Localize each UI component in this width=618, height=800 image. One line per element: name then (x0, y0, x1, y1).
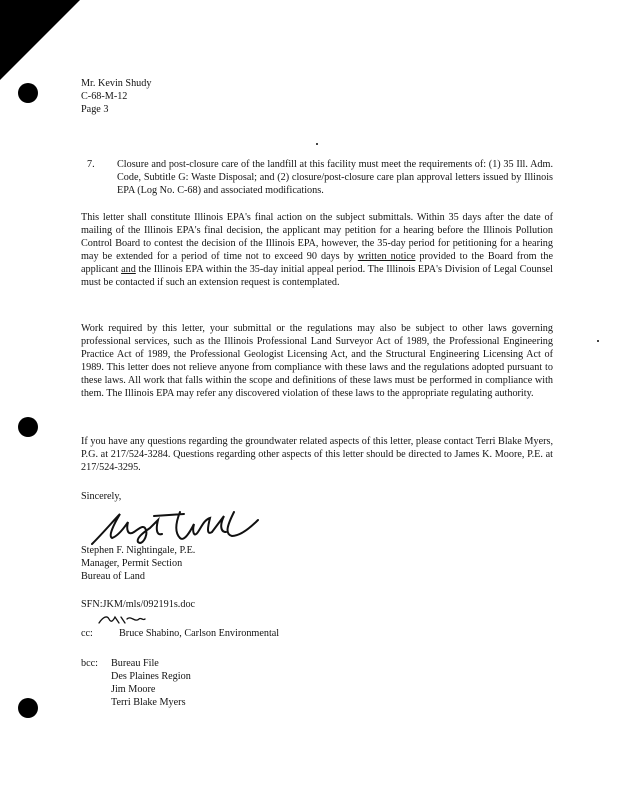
and-underlined: and (121, 263, 136, 275)
recipient-name: Mr. Kevin Shudy (81, 78, 152, 89)
punch-hole-bottom (18, 698, 38, 718)
handwritten-initials (97, 613, 147, 627)
final-action-paragraph (81, 212, 553, 289)
bcc-item: Des Plaines Region (111, 671, 191, 682)
item-number: 7. (87, 159, 95, 170)
scan-speck (316, 143, 318, 145)
bcc-item: Bureau File (111, 658, 159, 669)
cc-recipient: Bruce Shabino, Carlson Environmental (119, 628, 280, 639)
signer-bureau: Bureau of Land (81, 571, 145, 582)
closing-salutation: Sincerely, (81, 491, 122, 502)
condition-item-7 (87, 159, 553, 198)
bcc-label: bcc: (81, 658, 98, 669)
folded-corner-mark (0, 0, 80, 80)
scan-speck (597, 340, 599, 342)
bcc-item: Terri Blake Myers (111, 697, 186, 708)
punch-hole-top (18, 83, 38, 103)
punch-hole-middle (18, 417, 38, 437)
final-action-text-1: This letter shall constitute Illinois EPA's final action on the subject submittals. Within 35 days after the date of mailing of the Illinois EPA's final decision, the applicant may petition for a hearing before the Illinois Pollution Control Board to contest the decision of the Illinois EPA, however, the 35-day period for petitioning for a hearing may be extended for a period of time not to exceed 90 days by (81, 212, 553, 262)
written-notice-underlined: written notice (357, 250, 416, 262)
final-action-text-2: provided to the Board from the applicant (81, 250, 553, 275)
bcc-item: Jim Moore (111, 684, 156, 695)
questions-paragraph: If you have any questions regarding the groundwater related aspects of this letter, please contact Terri Blake Myers, P.G. at 217/524-3284. Questions regarding other aspects of this letter should be directed to James K. Moore, P.E. at 217/524-3295. (81, 436, 553, 473)
signer-name: Stephen F. Nightingale, P.E. (81, 545, 196, 556)
file-reference: SFN:JKM/mls/092191s.doc (81, 599, 196, 610)
final-action-text-3: the Illinois EPA within the 35-day initial appeal period. The Illinois EPA's Division of Legal Counsel must be contacted if such an extension request is contemplated. (81, 263, 554, 288)
page-label: Page 3 (81, 104, 109, 115)
file-number: C-68-M-12 (81, 91, 128, 102)
signer-title: Manager, Permit Section (81, 558, 183, 569)
item-text: Closure and post-closure care of the landfill at this facility must meet the requirements of: (1) 35 Ill. Adm. Code, Subtitle G: Waste Disposal; and (2) closure/post-closure care plan approval letters issued by Illinois EPA (Log No. C-68) and associated modifications. (117, 159, 553, 196)
work-required-paragraph: Work required by this letter, your submittal or the regulations may also be subject to other laws governing professional services, such as the Illinois Professional Land Surveyor Act of 1989, the Professional Engineering Practice Act of 1989, the Professional Geologist Licensing Act, and the Structural Engineering Licensing Act of 1989. This letter does not relieve anyone from compliance with these laws and the regulations adopted pursuant to these laws. All work that falls within the scope and definitions of these laws must be performed in compliance with them. The Illinois EPA may refer any discovered violation of these laws to the appropriate regulating authority. (81, 323, 553, 399)
cc-label: cc: (81, 628, 93, 639)
